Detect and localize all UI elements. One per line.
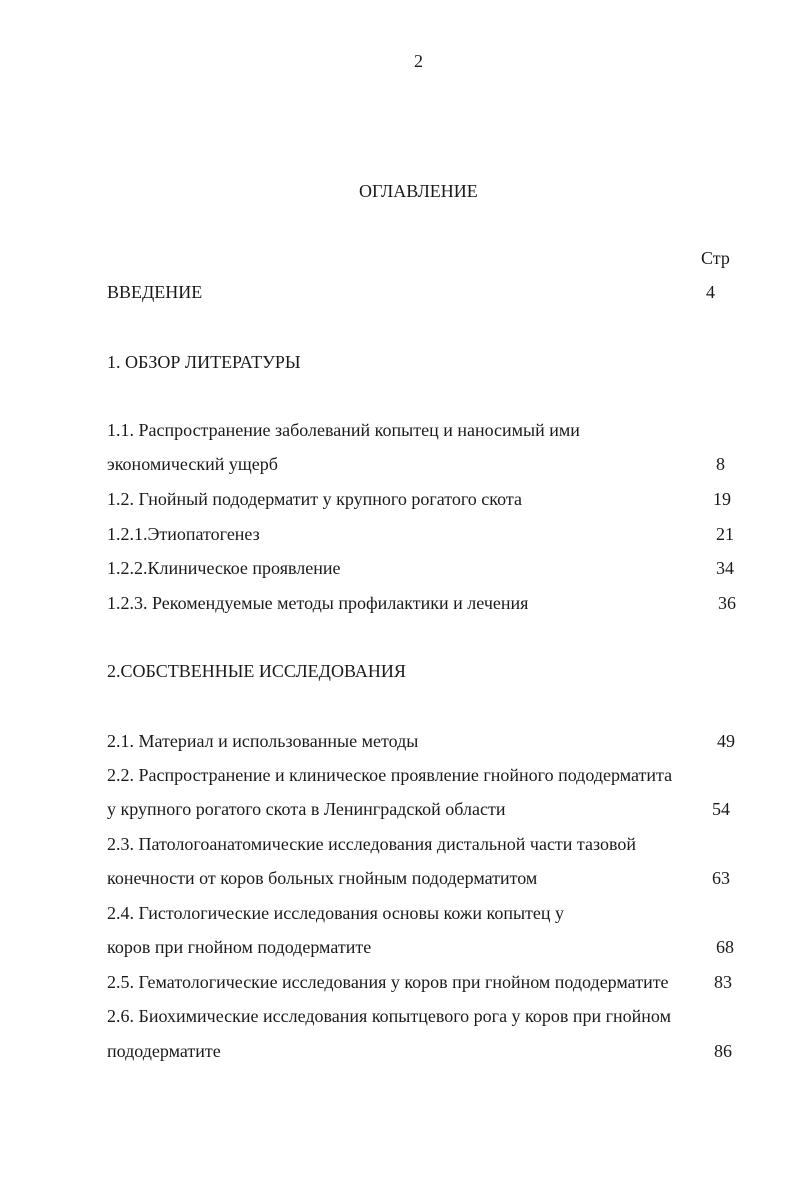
toc-line-2-4-a: 2.4. Гистологические исследования основы кожи копытец у: [107, 903, 565, 923]
toc-line-1-2-1: 1.2.1.Этиопатогенез: [107, 524, 260, 544]
toc-line-section-1: 1. ОБЗОР ЛИТЕРАТУРЫ: [107, 352, 301, 372]
toc-page-1-2-1: 21: [716, 524, 734, 544]
toc-line-2-3-b: конечности от коров больных гнойным пододерматитом: [107, 868, 538, 888]
toc-page-2-4: 68: [716, 937, 734, 957]
page-title: ОГЛАВЛЕНИЕ: [359, 181, 478, 201]
toc-line-2-5: 2.5. Гематологические исследования у коров при гнойном пододерматите: [107, 972, 669, 992]
page-number: 2: [414, 51, 423, 71]
toc-page-introduction: 4: [706, 282, 715, 302]
toc-line-2-1: 2.1. Материал и использованные методы: [107, 731, 419, 751]
toc-line-1-1-b: экономический ущерб: [107, 454, 278, 474]
toc-page-1-2-2: 34: [716, 558, 734, 578]
toc-page-2-5: 83: [714, 972, 732, 992]
toc-line-2-2-a: 2.2. Распространение и клиническое проявление гнойного пододерматита: [107, 765, 673, 785]
toc-line-introduction: ВВЕДЕНИЕ: [107, 282, 203, 302]
toc-page-1-2: 19: [713, 489, 731, 509]
toc-line-1-1-a: 1.1. Распространение заболеваний копытец и наносимый ими: [107, 420, 580, 440]
toc-page-1-1: 8: [716, 454, 725, 474]
toc-line-2-4-b: коров при гнойном пододерматите: [107, 937, 372, 957]
toc-line-1-2-3: 1.2.3. Рекомендуемые методы профилактики и лечения: [107, 593, 529, 613]
toc-line-1-2: 1.2. Гнойный пододерматит у крупного рогатого скота: [107, 489, 522, 509]
page-column-header: Стр: [701, 248, 730, 268]
toc-line-1-2-2: 1.2.2.Клиническое проявление: [107, 558, 341, 578]
toc-page-2-1: 49: [717, 731, 735, 751]
toc-line-2-3-a: 2.3. Патологоанатомические исследования дистальной части тазовой: [107, 834, 637, 854]
toc-page-2-3: 63: [712, 868, 730, 888]
toc-page-2-6: 86: [714, 1041, 732, 1061]
toc-line-section-2: 2.СОБСТВЕННЫЕ ИССЛЕДОВАНИЯ: [107, 661, 406, 681]
toc-page-2-2: 54: [712, 799, 730, 819]
toc-page-1-2-3: 36: [718, 593, 736, 613]
toc-line-2-6-b: пододерматите: [107, 1041, 221, 1061]
toc-line-2-6-a: 2.6. Биохимические исследования копытцевого рога у коров при гнойном: [107, 1006, 671, 1026]
toc-line-2-2-b: у крупного рогатого скота в Ленинградской области: [107, 799, 506, 819]
